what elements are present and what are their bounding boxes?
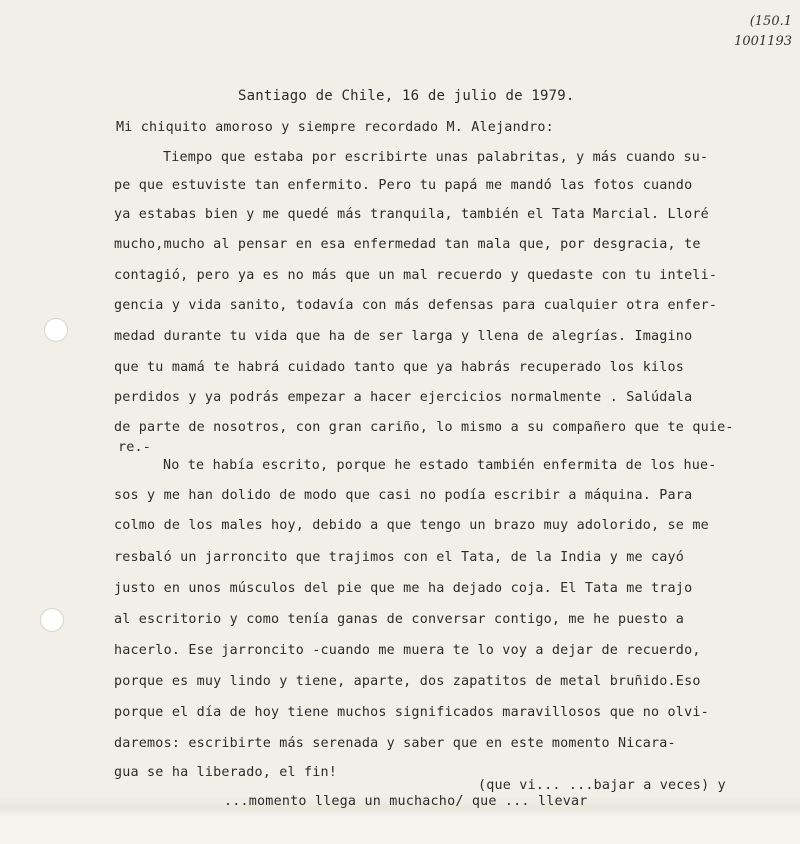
- letter-line: pe que estuviste tan enfermito. Pero tu papá me mandó las fotos cuando: [114, 178, 693, 193]
- letter-line: sos y me han dolido de modo que casi no podía escribir a máquina. Para: [114, 488, 693, 503]
- letter-line: ya estabas bien y me quedé más tranquila, también el Tata Marcial. Lloré: [114, 207, 709, 222]
- letter-line: mucho,mucho al pensar en esa enfermedad tan mala que, por desgracia, te: [114, 237, 701, 252]
- letter-line: justo en unos músculos del pie que me ha dejado coja. El Tata me trajo: [114, 581, 693, 596]
- letter-line: re.-: [118, 440, 152, 455]
- letter-line: daremos: escribirte más serenada y saber que en este momento Nicara-: [114, 736, 676, 751]
- letter-line: de parte de nosotros, con gran cariño, lo mismo a su compañero que te quie-: [114, 420, 734, 435]
- letter-line-partial: ...momento llega un muchacho/ que ... llevar: [224, 794, 588, 809]
- letter-salutation: Mi chiquito amoroso y siempre recordado M. Alejandro:: [116, 120, 554, 135]
- letter-line: Tiempo que estaba por escribirte unas palabritas, y más cuando su-: [163, 150, 709, 165]
- letter-line: hacerlo. Ese jarroncito -cuando me muera te lo voy a dejar de recuerdo,: [114, 643, 701, 658]
- letter-line: porque es muy lindo y tiene, aparte, dos zapatitos de metal bruñido.Eso: [114, 674, 701, 689]
- archive-reference: (150.1: [749, 14, 792, 29]
- punch-hole: [40, 608, 64, 632]
- letter-line: medad durante tu vida que ha de ser larga y llena de alegrías. Imagino: [114, 329, 693, 344]
- punch-hole: [44, 318, 68, 342]
- letter-line: que tu mamá te habrá cuidado tanto que ya habrás recuperado los kilos: [114, 360, 685, 375]
- letter-line: porque el día de hoy tiene muchos significados maravillosos que no olvi-: [114, 705, 709, 720]
- letter-line: resbaló un jarroncito que trajimos con el Tata, de la India y me cayó: [114, 550, 685, 565]
- archive-reference: 1001193: [734, 34, 792, 49]
- letter-line: perdidos y ya podrás empezar a hacer ejercicios normalmente . Salúdala: [114, 390, 693, 405]
- letter-line: No te había escrito, porque he estado también enfermita de los hue-: [163, 458, 717, 473]
- letter-line: gua se ha liberado, el fin!: [114, 765, 338, 780]
- letter-line: al escritorio y como tenía ganas de conversar contigo, me he puesto a: [114, 612, 685, 627]
- letter-line: gencia y vida sanito, todavía con más defensas para cualquier otra enfer-: [114, 298, 718, 313]
- letter-line: contagió, pero ya es no más que un mal recuerdo y quedaste con tu inteli-: [114, 268, 718, 283]
- letter-line-partial: (que vi... ...bajar a veces) y: [478, 778, 726, 793]
- letter-line: colmo de los males hoy, debido a que tengo un brazo muy adolorido, se me: [114, 518, 709, 533]
- letter-date: Santiago de Chile, 16 de julio de 1979.: [238, 88, 575, 104]
